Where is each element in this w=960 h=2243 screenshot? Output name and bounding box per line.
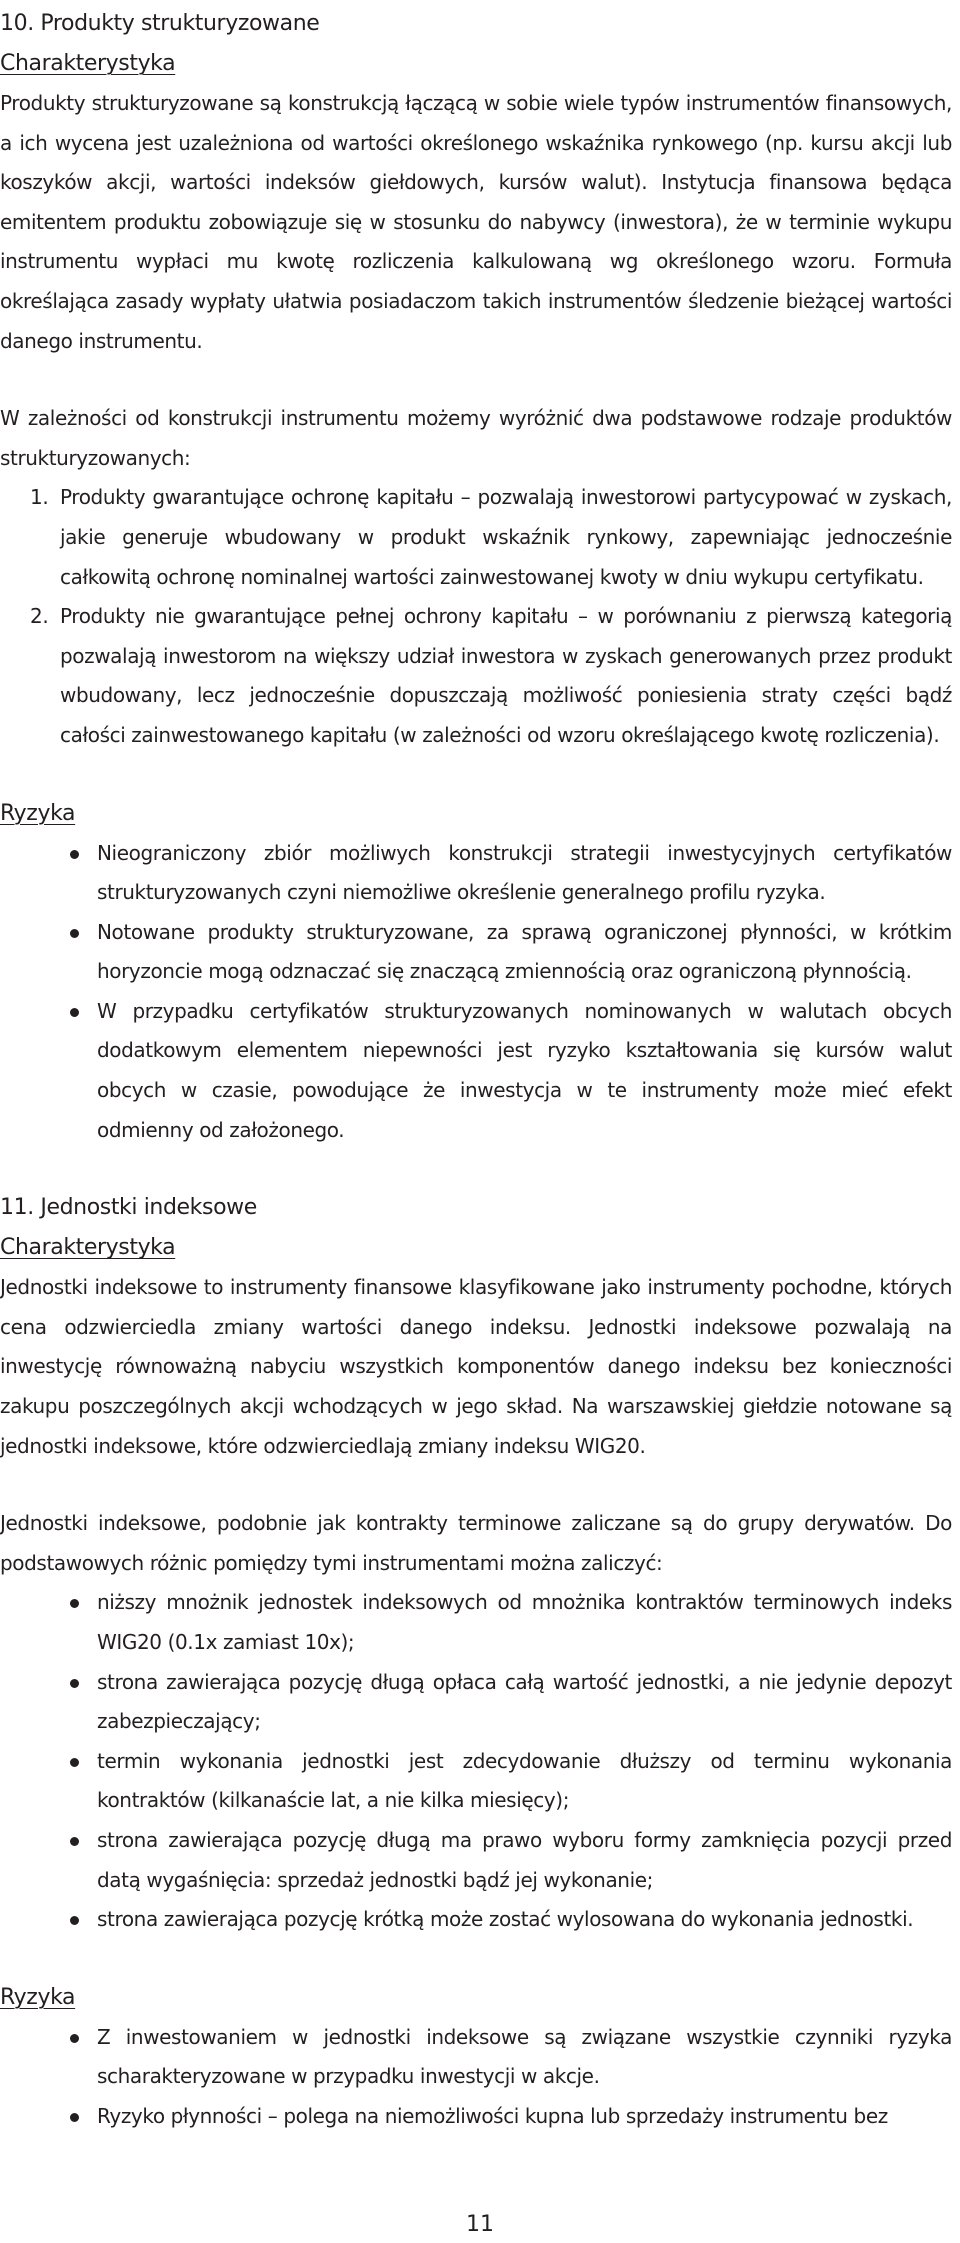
bullet-icon [70, 1837, 79, 1846]
item-text: Produkty gwarantujące ochronę kapitału – pozwalają inwestorowi partycypować w zyskach, jakie generuje wbudowany w produkt wskaźnik rynkowy, zapewniając jednocześnie całkowitą ochronę nominalnej wartości zainwestowanej kwoty w dniu wykupu certyfikatu. [60, 485, 952, 589]
item-text: strona zawierająca pozycję długą opłaca całą wartość jednostki, a nie jedynie depozyt zabezpieczający; [97, 1669, 952, 1734]
paragraph-gap [0, 756, 952, 794]
bullet-icon [70, 850, 79, 859]
list-item [0, 597, 952, 755]
bullet-icon [70, 1758, 79, 1767]
item-text: Nieograniczony zbiór możliwych konstrukcji strategii inwestycyjnych certyfikatów strukturyzowanych czyni niemożliwe określenie generalnego profilu ryzyka. [97, 840, 952, 905]
section-10-characteristics-heading: Charakterystyka [0, 51, 176, 76]
list-item [0, 834, 952, 913]
section-10-risks-list [0, 834, 952, 1151]
bullet-icon [70, 1916, 79, 1925]
list-item [0, 1663, 952, 1742]
item-text: Z inwestowaniem w jednostki indeksowe są związane wszystkie czynniki ryzyka scharakteryzowane w przypadku inwestycji w akcje. [97, 2024, 952, 2089]
item-text: W przypadku certyfikatów strukturyzowanych nominowanych w walutach obcych dodatkowym elementem niepewności jest ryzyko kształtowania się kursów walut obcych w czasie, powodujące że inwestycja w te instrumenty może mieć efekt odmienny od założonego. [97, 998, 952, 1142]
item-text: Notowane produkty strukturyzowane, za sprawą ograniczonej płynności, w krótkim horyzoncie mogą odznaczać się znaczącą zmiennością oraz ograniczoną płynnością. [97, 919, 952, 984]
list-item [0, 992, 952, 1150]
list-item [0, 1742, 952, 1821]
differences-list [0, 1583, 952, 1939]
product-types-list [0, 478, 952, 755]
page-content [0, 4, 952, 2137]
item-text: strona zawierająca pozycję długą ma prawo wyboru formy zamknięcia pozycji przed datą wygaśnięcia: sprzedaż jednostki bądź jej wykonanie; [97, 1827, 952, 1892]
page-number: 11 [466, 2212, 494, 2237]
item-text: Produkty nie gwarantujące pełnej ochrony kapitału – w porównaniu z pierwszą kategorią pozwalają inwestorom na większy udział inwestora w zyskach generowanych przez produkt wbudowany, lecz jednocześnie dopuszczają możliwość poniesienia straty części bądź całości zainwestowanego kapitału (w zależności od wzoru określającego kwotę rozliczenia). [60, 604, 952, 747]
section-11-differences-intro: Jednostki indeksowe, podobnie jak kontrakty terminowe zaliczane są do grupy derywatów. Do podstawowych różnic pomiędzy tymi instrumentami można zaliczyć: [0, 1511, 952, 1575]
section-10-intro-paragraph: Produkty strukturyzowane są konstrukcją łączącą w sobie wiele typów instrumentów finansowych, a ich wycena jest uzależniona od wartości określonego wskaźnika rynkowego (np. kursu akcji lub koszyków akcji, wartości indeksów giełdowych, kursów walut). Instytucja finansowa będąca emitentem produktu zobowiązuje się w stosunku do nabywcy (inwestora), że w terminie wykupu instrumentu wypłaci mu kwotę rozliczenia kalkulowaną wg określonego wzoru. Formuła określająca zasady wypłaty ułatwia posiadaczom takich instrumentów śledzenie bieżącej wartości danego instrumentu. [0, 91, 952, 353]
section-11-title: 11. Jednostki indeksowe [0, 1195, 257, 1221]
list-item [0, 1583, 952, 1662]
section-11-characteristics-heading: Charakterystyka [0, 1235, 176, 1261]
bullet-icon [70, 2113, 79, 2122]
bullet-icon [70, 1679, 79, 1688]
item-text: niższy mnożnik jednostek indeksowych od mnożnika kontraktów terminowych indeks WIG20 (0.1x zamiast 10x); [97, 1590, 952, 1654]
item-text: termin wykonania jednostki jest zdecydowanie dłuższy od terminu wykonania kontraktów (kilkanaście lat, a nie kilka miesięcy); [97, 1748, 952, 1813]
bullet-icon [70, 1008, 79, 1017]
section-10-title: 10. Produkty strukturyzowane [0, 11, 320, 36]
item-text: strona zawierająca pozycję krótką może zostać wylosowana do wykonania jednostki. [97, 1907, 914, 1932]
paragraph-gap [0, 1466, 952, 1504]
item-number: 2. [30, 604, 49, 629]
bullet-icon [70, 2034, 79, 2043]
item-number: 1. [30, 485, 49, 510]
list-item [0, 478, 952, 597]
section-11-intro-paragraph: Jednostki indeksowe to instrumenty finansowe klasyfikowane jako instrumenty pochodne, których cena odzwierciedla zmiany wartości danego indeksu. Jednostki indeksowe pozwalają na inwestycję równoważną nabyciu wszystkich komponentów danego indeksu bez konieczności zakupu poszczególnych akcji wchodzących w jego skład. Na warszawskiej giełdzie notowane są jednostki indeksowe, które odzwierciedlają zmiany indeksu WIG20. [0, 1275, 952, 1458]
list-item [0, 913, 952, 992]
section-11-risks-heading: Ryzyka [0, 1984, 76, 2010]
paragraph-gap [0, 361, 952, 399]
list-item [0, 1821, 952, 1900]
list-item [0, 2097, 952, 2137]
section-10-types-intro: W zależności od konstrukcji instrumentu możemy wyróżnić dwa podstawowe rodzaje produktów strukturyzowanych: [0, 406, 952, 470]
list-item [0, 2018, 952, 2097]
item-text: Ryzyko płynności – polega na niemożliwości kupna lub sprzedaży instrumentu bez [97, 2103, 888, 2128]
bullet-icon [70, 929, 79, 938]
list-item [0, 1900, 952, 1940]
section-10-risks-heading: Ryzyka [0, 800, 76, 826]
section-11-risks-list [0, 2018, 952, 2137]
bullet-icon [70, 1599, 79, 1608]
paragraph-gap [0, 1940, 952, 1978]
paragraph-gap [0, 1150, 952, 1188]
